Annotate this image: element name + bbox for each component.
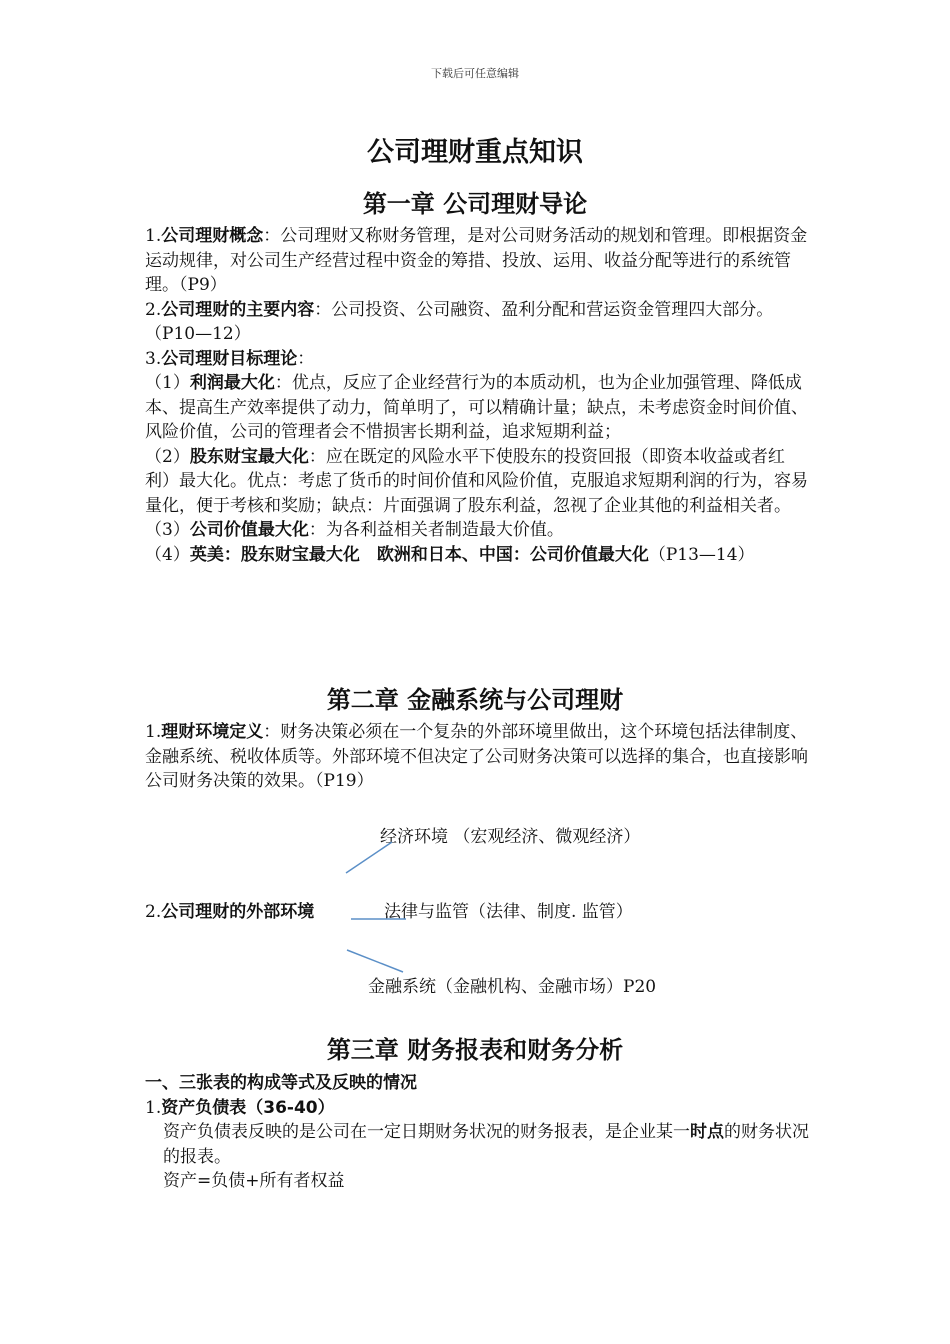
- ch3-paragraph: 资产负债表反映的是公司在一定日期财务状况的财务报表，是企业某一时点的财务状况的报表。: [163, 1122, 809, 1167]
- ch2-item-1-text: 财务决策必须在一个复杂的外部环境里做出，这个环境包括法律制度、金融系统、税收体质等。外部环境不但决定了公司财务决策可以选择的集合，也直接影响公司财务决策的效果。（P19）: [145, 722, 808, 791]
- ch1-subitem-4-text: （P13—14）: [648, 544, 755, 565]
- diagram-branch-economic: 经济环境 （宏观经济、微观经济）: [380, 827, 641, 847]
- ch3-subheading-title: 资产负债表（36-40）: [161, 1097, 335, 1118]
- ch3-subheading: 1.资产负债表（36-40）: [145, 1097, 335, 1118]
- ch1-item-3-term: 公司理财目标理论: [161, 348, 298, 369]
- connector-line-economic: [346, 842, 392, 873]
- ch1-item-1-term: 公司理财概念: [161, 226, 264, 246]
- ch1-item-2: 2.公司理财的主要内容：公司投资、公司融资、盈利分配和营运资金管理四大部分。（P10—12）: [145, 299, 774, 344]
- ch2-item-1: 1.理财环境定义：财务决策必须在一个复杂的外部环境里做出，这个环境包括法律制度、金融系统、税收体质等。外部环境不但决定了公司财务决策可以选择的集合，也直接影响公司财务决策的效果。（P19）: [145, 722, 808, 791]
- ch3-equation: 资产=负债+所有者权益: [163, 1171, 345, 1191]
- ch1-subitem-3-text: 为各利益相关者制造最大价值。: [325, 520, 564, 540]
- ch1-subitem-2: （2）股东财宝最大化：应在既定的风险水平下使股东的投资回报（即资本收益或者红利）最大化。优点：考虑了货币的时间价值和风险价值，克服追求短期利润的行为，容易量化，便于考核和奖励；缺点：片面强调了股东利益，忽视了企业其他的利益相关者。: [145, 446, 808, 516]
- ch1-subitem-3-term: 公司价值最大化: [189, 520, 309, 540]
- chapter-3-body: [145, 1071, 810, 1194]
- diagram-branch-financial: 金融系统（金融机构、金融市场）P20: [368, 977, 657, 997]
- ch1-subitem-4-term: 英美：股东财宝最大化 欧洲和日本、中国：公司价值最大化: [189, 544, 649, 565]
- diagram-root-label: 公司理财的外部环境: [161, 902, 315, 922]
- ch1-item-2-term: 公司理财的主要内容: [161, 299, 315, 320]
- ch1-subitem-1: （1）利润最大化：优点，反应了企业经营行为的本质动机，也为企业加强管理、降低成本、提高生产效率提供了动力，简单明了，可以精确计量；缺点，未考虑资金时间价值、风险价值，公司的管理者会不惜损害长期利益，追求短期利益；: [145, 373, 808, 442]
- ch1-subitem-3: （3）公司价值最大化：为各利益相关者制造最大价值。: [145, 520, 564, 540]
- ch1-item-2-text: 公司投资、公司融资、盈利分配和营运资金管理四大部分。（P10—12）: [145, 299, 774, 344]
- ch1-subitem-2-text: 应在既定的风险水平下使股东的投资回报（即资本收益或者红利）最大化。优点：考虑了货币的时间价值和风险价值，克服追求短期利润的行为，容易量化，便于考核和奖励；缺点：片面强调了股东利益，忽视了企业其他的利益相关者。: [145, 446, 808, 516]
- ch1-item-1-text: 公司理财又称财务管理，是对公司财务活动的规划和管理。即根据资金运动规律，对公司生产经营过程中资金的筹措、投放、运用、收益分配等进行的系统管理。（P9）: [145, 226, 808, 295]
- ch1-item-3: 3.公司理财目标理论：: [145, 348, 315, 369]
- chapter-2-heading: 第二章 金融系统与公司理财: [326, 686, 624, 714]
- chapter-1-heading: 第一章 公司理财导论: [362, 190, 588, 218]
- document-title: 公司理财重点知识: [367, 137, 583, 168]
- chapter-3-heading: 第三章 财务报表和财务分析: [326, 1036, 624, 1064]
- ch3-section-heading: 一、三张表的构成等式及反映的情况: [145, 1073, 417, 1093]
- diagram-root: 2.公司理财的外部环境: [145, 902, 315, 922]
- ch1-subitem-1-term: 利润最大化: [189, 373, 275, 393]
- ch2-item-1-term: 理财环境定义: [161, 722, 264, 742]
- ch1-subitem-1-text: 优点，反应了企业经营行为的本质动机，也为企业加强管理、降低成本、提高生产效率提供了动力，简单明了，可以精确计量；缺点，未考虑资金时间价值、风险价值，公司的管理者会不惜损害长期利益，追求短期利益；: [145, 373, 808, 442]
- connector-line-financial: [347, 950, 403, 972]
- ch1-item-1: 1.公司理财概念：公司理财又称财务管理，是对公司财务活动的规划和管理。即根据资金运动规律，对公司生产经营过程中资金的筹措、投放、运用、收益分配等进行的系统管理。（P9）: [145, 226, 808, 295]
- header-note: 下载后可任意编辑: [431, 67, 519, 80]
- ch1-subitem-4: （4）英美：股东财宝最大化 欧洲和日本、中国：公司价值最大化（P13—14）: [145, 544, 755, 565]
- ch1-subitem-2-term: 股东财宝最大化: [189, 446, 309, 467]
- diagram-branch-legal: 法律与监管（法律、制度. 监管）: [384, 902, 633, 922]
- ch3-paragraph-emphasis: 时点: [690, 1122, 724, 1142]
